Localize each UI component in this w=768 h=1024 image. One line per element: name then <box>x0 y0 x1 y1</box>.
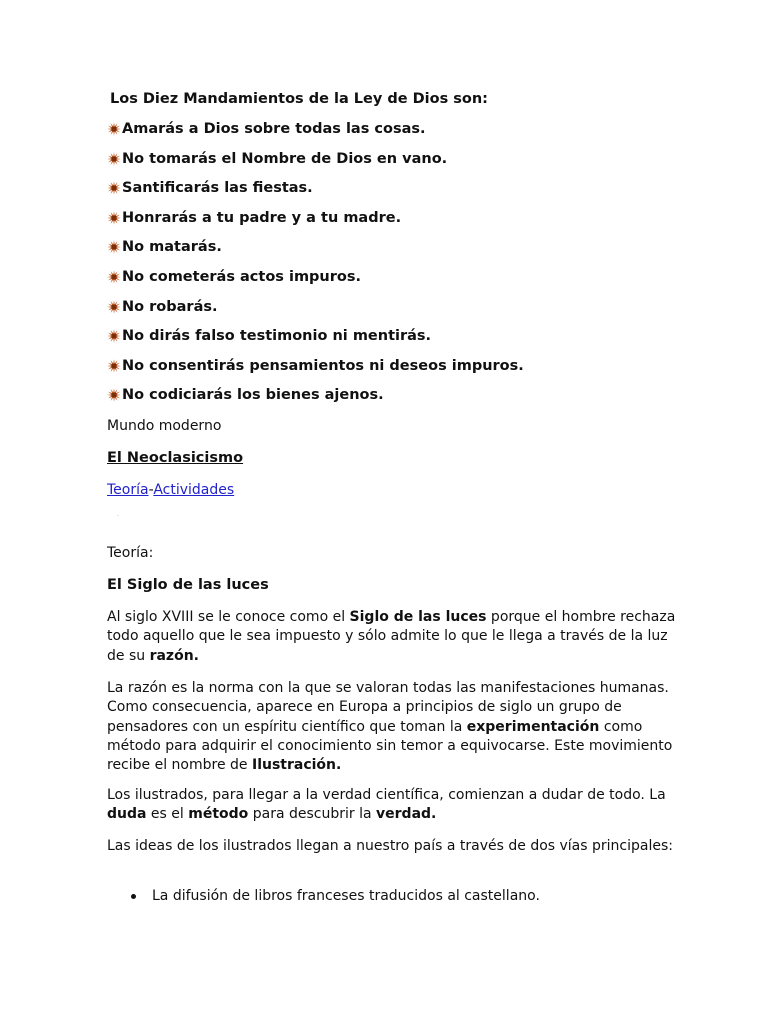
commandment-item <box>107 239 222 255</box>
p2-bold-experimentacion: experimentación <box>466 718 600 735</box>
commandment-text: Santificarás las fiestas. <box>122 180 313 197</box>
starburst-icon <box>107 329 121 343</box>
paragraph-siglo <box>107 608 677 666</box>
commandment-item <box>107 180 313 196</box>
commandments-title: Los Diez Mandamientos de la Ley de Dios son: <box>110 91 488 107</box>
p2-text-c: como método para adquirir el conocimiento sin temor a equivocarse. Este movimiento recibe el nombre de <box>107 718 673 774</box>
link-separator: - <box>148 482 154 498</box>
commandment-text: Amarás a Dios sobre todas las cosas. <box>122 121 426 137</box>
starburst-icon <box>107 181 121 195</box>
neoclasicismo-heading: El Neoclasicismo <box>107 450 244 466</box>
teoria-link[interactable]: Teoría <box>107 482 149 498</box>
commandment-item <box>107 210 401 226</box>
commandment-text: No dirás falso testimonio ni mentirás. <box>122 328 432 345</box>
small-mark: · <box>117 513 119 520</box>
paragraph-ideas: Las ideas de los ilustrados llegan a nuestro país a través de dos vías principales: <box>107 838 673 854</box>
starburst-icon <box>107 359 121 373</box>
commandment-text: Honrarás a tu padre y a tu madre. <box>122 209 402 226</box>
p1-text-c: porque el hombre rechaza todo aquello que le sea impuesto y sólo admite lo que le llega a través de la luz de su <box>107 609 676 664</box>
commandment-item <box>107 269 361 285</box>
p2-bold-ilustracion: Ilustración. <box>251 757 342 774</box>
starburst-icon <box>107 270 121 284</box>
commandment-item <box>107 121 426 137</box>
starburst-icon <box>107 300 121 314</box>
starburst-icon <box>107 122 121 136</box>
vias-list <box>107 886 540 906</box>
list-item-text: La difusión de libros franceses traducidos al castellano. <box>152 888 540 904</box>
commandment-item <box>107 151 447 167</box>
p1-bold-siglo: Siglo de las luces <box>349 609 487 625</box>
p3-text-a: Los ilustrados, para llegar a la verdad científica, comienzan a dudar de todo. La <box>107 787 666 803</box>
commandment-text: No matarás. <box>122 239 222 256</box>
p3-bold-metodo: método <box>188 806 249 823</box>
commandment-item <box>107 299 218 315</box>
starburst-icon <box>107 211 121 225</box>
starburst-icon <box>107 388 121 402</box>
actividades-link[interactable]: Actividades <box>153 482 235 498</box>
p2-text-a: La razón es la norma con la que se valoran todas las manifestaciones humanas. Como consecuencia, aparece en Europa a principios de siglo un grupo de pensadores con un espíritu científico que toman la <box>107 680 669 735</box>
commandment-text: No tomarás el Nombre de Dios en vano. <box>122 150 448 167</box>
p3-text-c: es el <box>146 806 189 823</box>
commandment-text: No codiciarás los bienes ajenos. <box>122 387 384 404</box>
bullet-icon <box>131 894 136 899</box>
list-item <box>107 886 540 906</box>
p1-bold-razon: razón. <box>149 647 199 664</box>
mundo-moderno-text: Mundo moderno <box>107 418 222 434</box>
p3-text-e: para descubrir la <box>248 806 377 823</box>
p3-bold-duda: duda <box>107 806 147 823</box>
commandment-item <box>107 387 384 403</box>
starburst-icon <box>107 240 121 254</box>
teoria-label: Teoría: <box>107 545 154 561</box>
commandment-text: No consentirás pensamientos ni deseos impuros. <box>122 357 524 374</box>
commandment-item <box>107 358 524 374</box>
section-links <box>107 482 234 498</box>
paragraph-ilustrados <box>107 786 677 825</box>
commandment-item <box>107 328 431 344</box>
commandment-text: No cometerás actos impuros. <box>122 269 362 285</box>
p1-text-a: Al siglo XVIII se le conoce como el <box>107 609 350 625</box>
siglo-heading: El Siglo de las luces <box>107 577 269 593</box>
paragraph-razon <box>107 679 677 775</box>
commandment-text: No robarás. <box>122 298 218 315</box>
starburst-icon <box>107 152 121 166</box>
p3-bold-verdad: verdad. <box>376 806 437 823</box>
